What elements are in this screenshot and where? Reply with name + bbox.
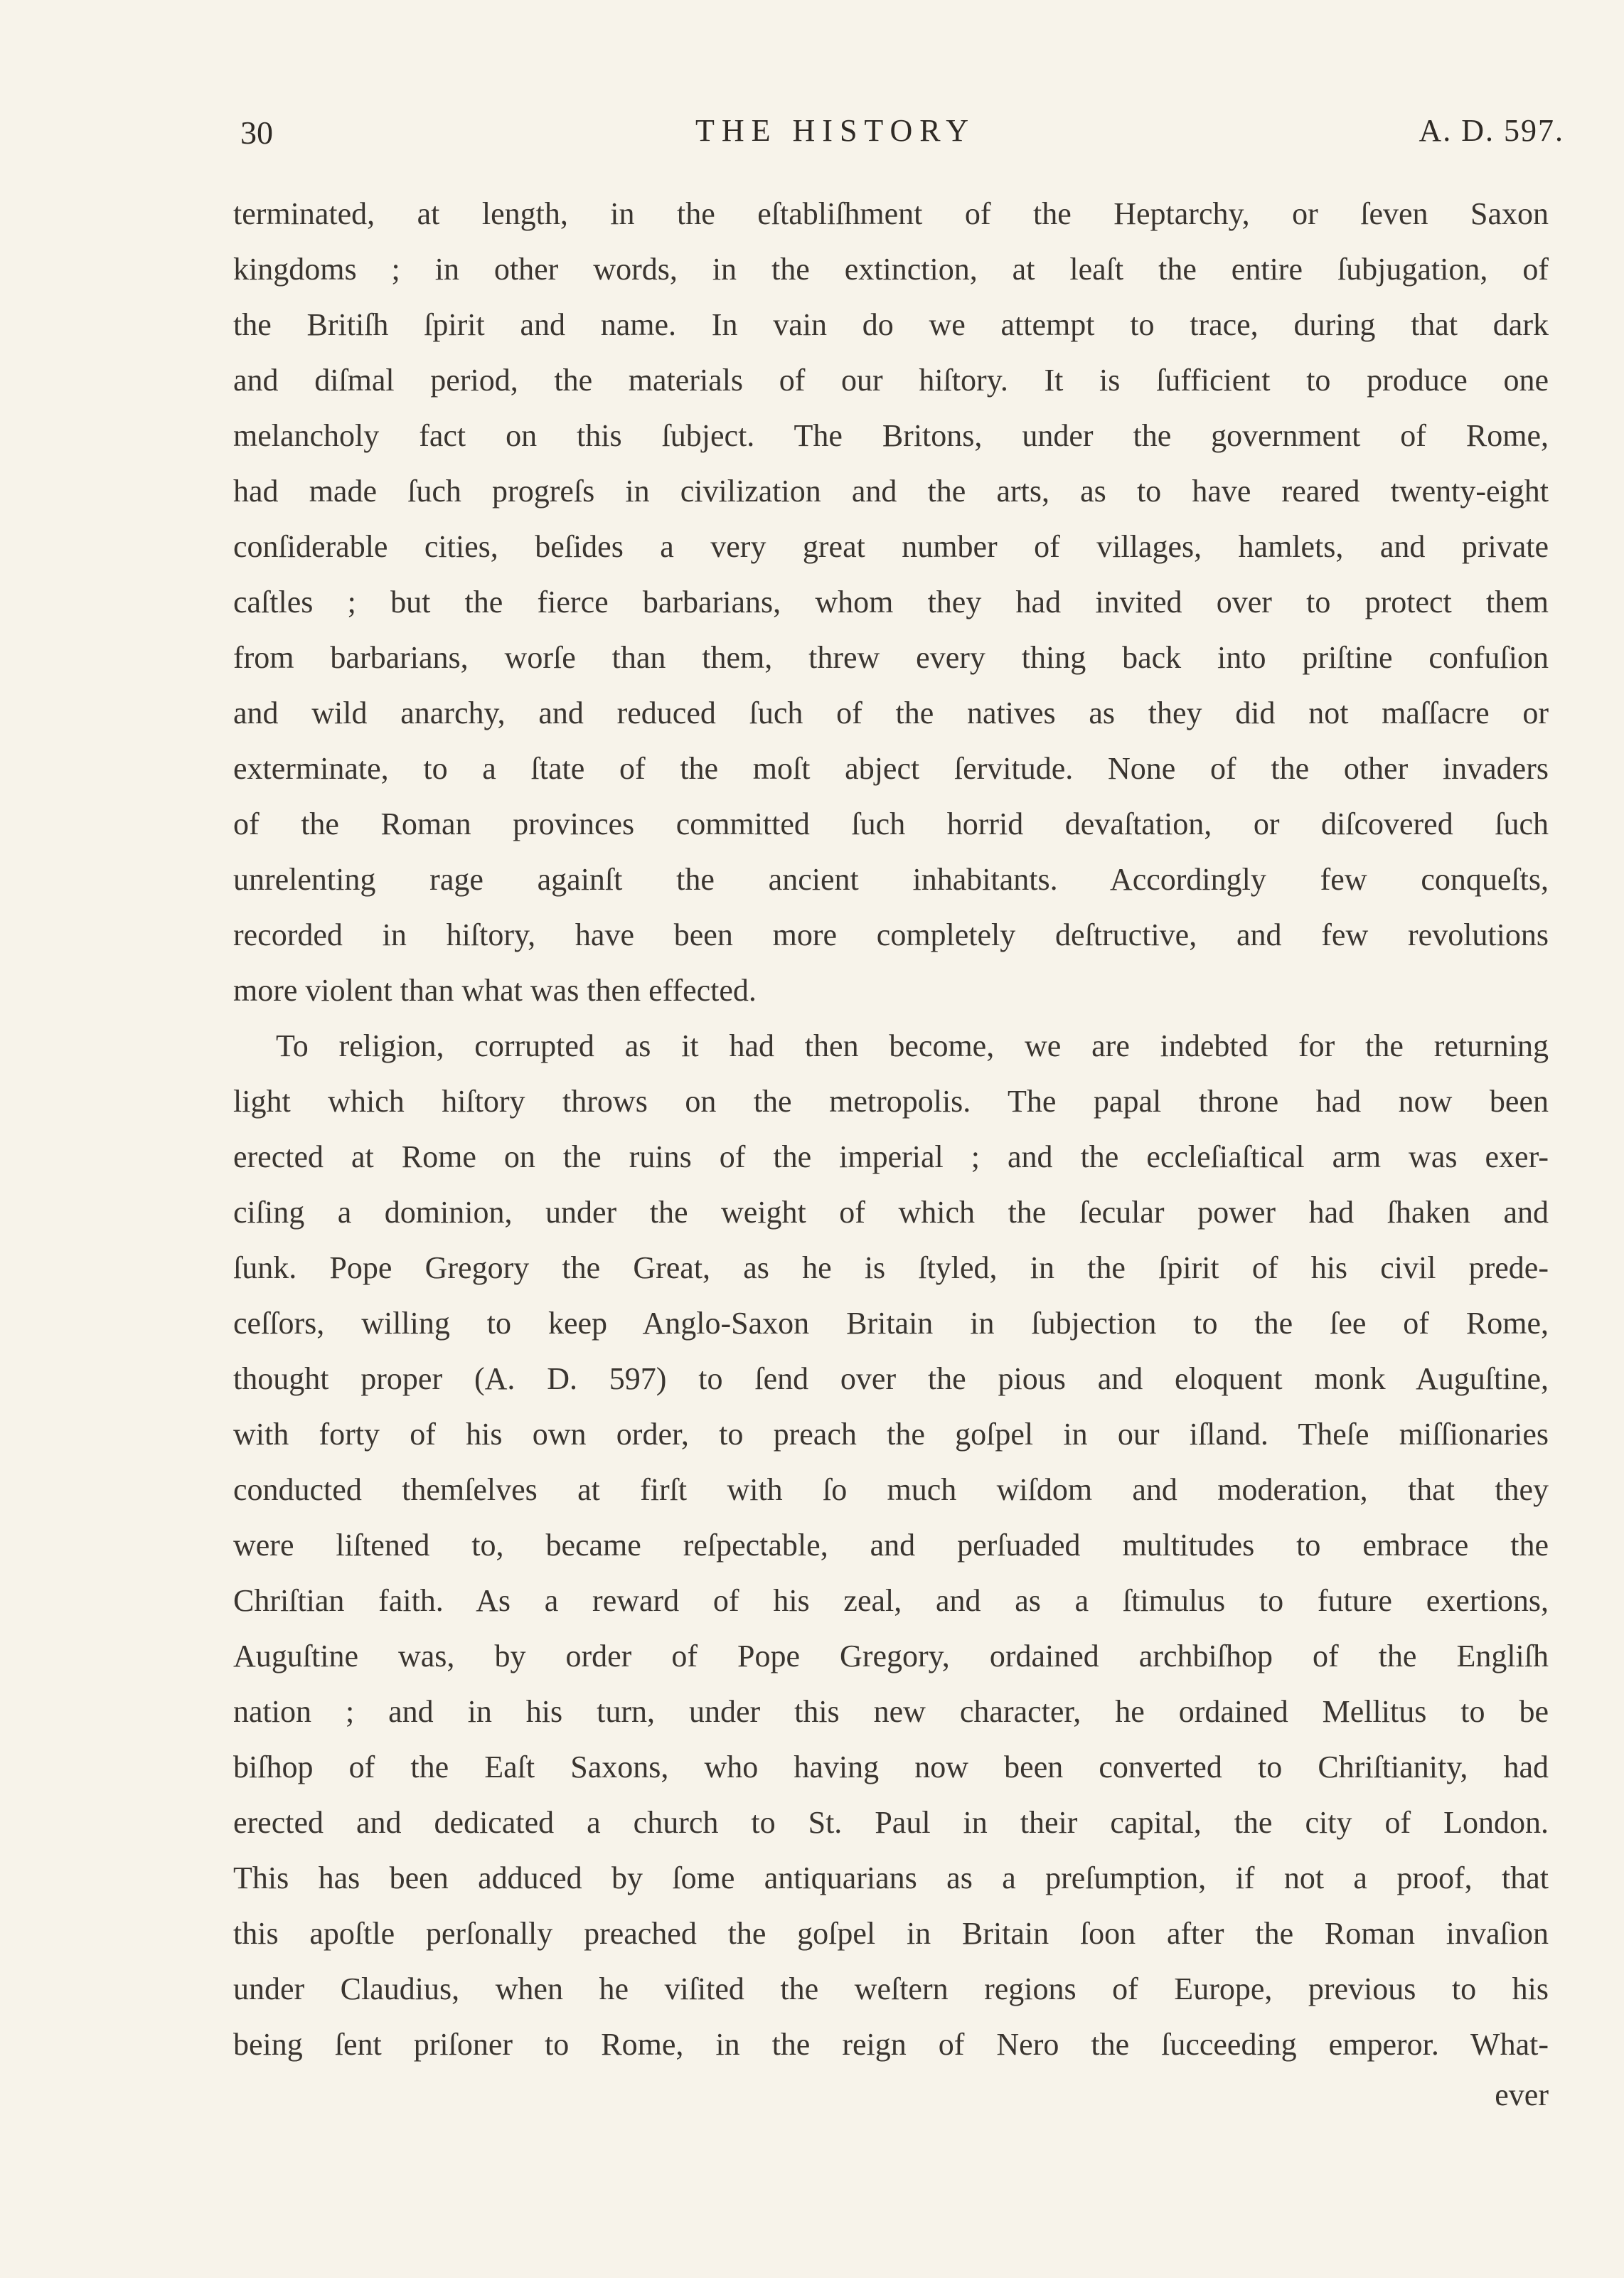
text-line: thought proper (A. D. 597) to ſend over the pious and eloquent monk Auguſtine, xyxy=(233,1361,1549,1396)
text-line: had made ſuch progreſs in civilization and the arts, as to have reared twenty-eight xyxy=(233,474,1549,509)
text-line: recorded in hiſtory, have been more completely deſtructive, and few revolutions xyxy=(233,917,1549,952)
date-reference: A. D. 597. xyxy=(1419,113,1564,148)
text-line: and diſmal period, the materials of our hiſtory. It is ſufficient to produce one xyxy=(233,363,1549,398)
text-line: erected and dedicated a church to St. Paul in their capital, the city of London. xyxy=(233,1805,1549,1840)
text-line: more violent than what was then effected. xyxy=(233,973,757,1008)
text-line: of the Roman provinces committed ſuch horrid devaſtation, or diſcovered ſuch xyxy=(233,807,1549,841)
text-line: Chriſtian faith. As a reward of his zeal, and as a ſtimulus to future exertions, xyxy=(233,1583,1549,1618)
text-line: Auguſtine was, by order of Pope Gregory, ordained archbiſhop of the Engliſh xyxy=(233,1639,1549,1673)
text-line: terminated, at length, in the eſtabliſhment of the Heptarchy, or ſeven Saxon xyxy=(233,196,1549,231)
text-line: from barbarians, worſe than them, threw every thing back into priſtine confuſion xyxy=(233,640,1549,675)
text-line: melancholy fact on this ſubject. The Britons, under the government of Rome, xyxy=(233,418,1549,453)
text-line: with forty of his own order, to preach the goſpel in our iſland. Theſe miſſionaries xyxy=(233,1417,1549,1452)
text-line: light which hiſtory throws on the metropolis. The papal throne had now been xyxy=(233,1084,1549,1119)
text-line: under Claudius, when he viſited the weſtern regions of Europe, previous to his xyxy=(233,1971,1549,2006)
page-number: 30 xyxy=(240,115,273,151)
text-line: this apoſtle perſonally preached the goſpel in Britain ſoon after the Roman invaſion xyxy=(233,1916,1549,1951)
text-line: conducted themſelves at firſt with ſo much wiſdom and moderation, that they xyxy=(233,1472,1549,1507)
text-line: erected at Rome on the ruins of the imperial ; and the eccleſiaſtical arm was exer- xyxy=(233,1139,1549,1174)
running-head: THE HISTORY xyxy=(695,113,976,148)
text-line: ſunk. Pope Gregory the Great, as he is ſtyled, in the ſpirit of his civil prede- xyxy=(233,1250,1549,1285)
text-line: ceſſors, willing to keep Anglo-Saxon Britain in ſubjection to the ſee of Rome, xyxy=(233,1306,1549,1341)
text-line: nation ; and in his turn, under this new character, he ordained Mellitus to be xyxy=(233,1694,1549,1729)
text-line: exterminate, to a ſtate of the moſt abject ſervitude. None of the other invaders xyxy=(233,751,1549,786)
text-line: kingdoms ; in other words, in the extinction, at leaſt the entire ſubjugation, of xyxy=(233,252,1549,287)
text-line: unrelenting rage againſt the ancient inhabitants. Accordingly few conqueſts, xyxy=(233,862,1549,897)
paragraph-1 xyxy=(233,186,1549,1018)
text-line: were liſtened to, became reſpectable, and perſuaded multitudes to embrace the xyxy=(233,1528,1549,1563)
text-line: To religion, corrupted as it had then become, we are indebted for the returning xyxy=(276,1028,1549,1063)
text-line: and wild anarchy, and reduced ſuch of the natives as they did not maſſacre or xyxy=(233,696,1549,730)
text-line: This has been adduced by ſome antiquarians as a preſumption, if not a proof, that xyxy=(233,1861,1549,1895)
paragraph-2 xyxy=(233,1018,1549,2072)
text-line: being ſent priſoner to Rome, in the reign of Nero the ſucceeding emperor. What- xyxy=(233,2027,1549,2062)
catchword: ever xyxy=(1495,2077,1549,2112)
text-line: the Britiſh ſpirit and name. In vain do we attempt to trace, during that dark xyxy=(233,307,1549,342)
text-line: biſhop of the Eaſt Saxons, who having now been converted to Chriſtianity, had xyxy=(233,1750,1549,1784)
text-line: ciſing a dominion, under the weight of which the ſecular power had ſhaken and xyxy=(233,1195,1549,1230)
body-text xyxy=(233,186,1549,2072)
page-header xyxy=(240,112,1564,162)
text-line: conſiderable cities, beſides a very great number of villages, hamlets, and private xyxy=(233,529,1549,564)
text-line: caſtles ; but the fierce barbarians, whom they had invited over to protect them xyxy=(233,585,1549,619)
